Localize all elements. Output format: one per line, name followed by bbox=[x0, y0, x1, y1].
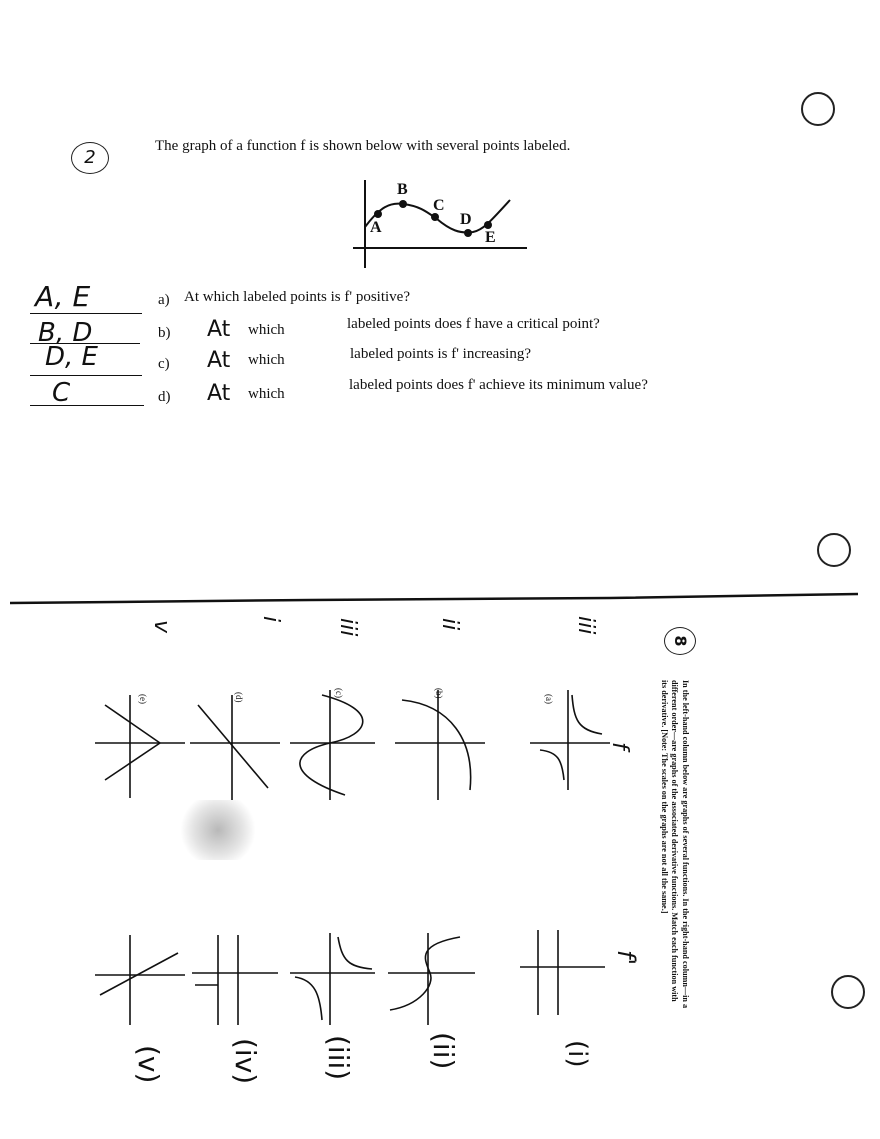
punch-hole-middle bbox=[817, 533, 851, 567]
derivative-graph-ii bbox=[388, 933, 475, 1025]
point-label-b: B bbox=[397, 181, 408, 198]
question-a-text: At which labeled points is f' positive? bbox=[184, 289, 410, 305]
derivative-label-iv: (iv) bbox=[229, 1038, 262, 1085]
problem-8-instructions: In the left-hand column below are graphs of several functions. In the right-hand column—in a different order—are graphs of the associated derivative functions. Match each function with its derivative. [Note: The scales on the graphs are not all the same.] bbox=[660, 680, 690, 1009]
function-label-c: (c) bbox=[334, 688, 344, 698]
function-label-d: (d) bbox=[234, 692, 244, 703]
question-d-handwritten: At bbox=[207, 381, 231, 406]
punch-hole-top bbox=[801, 92, 835, 126]
answer-c: D, E bbox=[45, 342, 98, 372]
point-label-e: E bbox=[485, 229, 496, 246]
function-graph-a bbox=[530, 690, 610, 790]
derivative-label-iii: (iii) bbox=[322, 1035, 355, 1081]
question-d-text: labeled points does f' achieve its minimum value? bbox=[349, 377, 648, 393]
answer-line-d bbox=[30, 405, 144, 406]
answer-line-c bbox=[30, 375, 142, 376]
derivative-label-i: (i) bbox=[562, 1040, 592, 1068]
function-label-a: (a) bbox=[544, 694, 554, 704]
match-answer-b: i bbox=[258, 616, 283, 623]
match-answer-d: ii bbox=[437, 618, 462, 631]
point-label-a: A bbox=[370, 219, 382, 236]
function-graph bbox=[345, 172, 535, 272]
derivative-graph-iii bbox=[290, 933, 375, 1025]
problem-number: 2 bbox=[84, 147, 96, 168]
derivative-label-v: (v) bbox=[132, 1045, 165, 1084]
section-divider bbox=[10, 590, 860, 610]
question-b-text: labeled points does f have a critical point? bbox=[347, 316, 600, 332]
problem-2-number-circled bbox=[71, 142, 109, 174]
question-a-label: a) bbox=[158, 292, 170, 308]
question-b-word: which bbox=[248, 322, 285, 338]
point-label-d: D bbox=[460, 211, 472, 228]
derivative-graph-v bbox=[95, 935, 185, 1025]
scan-smudge bbox=[178, 800, 258, 860]
function-column-mark: f bbox=[607, 742, 632, 750]
answer-d: C bbox=[52, 378, 71, 408]
match-answer-e: iii bbox=[573, 616, 598, 635]
problem-2-prompt: The graph of a function f is shown below with several points labeled. bbox=[155, 138, 571, 154]
point-label-c: C bbox=[433, 197, 445, 214]
derivative-graph-i bbox=[520, 930, 605, 1015]
derivative-label-ii: (ii) bbox=[427, 1032, 460, 1070]
function-graph-c bbox=[290, 690, 375, 800]
question-c-word: which bbox=[248, 352, 285, 368]
question-d-label: d) bbox=[158, 389, 171, 405]
match-answer-c: iii bbox=[335, 618, 360, 637]
derivative-graph-iv bbox=[192, 935, 278, 1025]
derivative-column-mark: f' bbox=[612, 950, 640, 966]
problem-8-number-circled bbox=[664, 627, 696, 655]
match-answer-a: v bbox=[149, 620, 174, 634]
answer-a: A, E bbox=[35, 280, 91, 313]
question-c-handwritten: At bbox=[207, 348, 231, 373]
answer-line-a bbox=[30, 313, 142, 314]
function-label-b: (b) bbox=[434, 688, 444, 699]
punch-hole-bottom bbox=[831, 975, 865, 1009]
function-graph-e bbox=[95, 695, 185, 798]
question-c-text: labeled points is f' increasing? bbox=[350, 346, 531, 362]
derivative-graphs-row bbox=[90, 925, 620, 1035]
function-graphs-row bbox=[90, 680, 620, 820]
function-label-e: (e) bbox=[138, 694, 148, 704]
question-d-word: which bbox=[248, 386, 285, 402]
question-b-handwritten: At bbox=[207, 317, 231, 342]
function-graph-b bbox=[395, 690, 485, 800]
problem-8-number: 8 bbox=[671, 635, 690, 647]
question-c-label: c) bbox=[158, 356, 170, 372]
function-graph-d bbox=[190, 695, 280, 800]
question-b-label: b) bbox=[158, 325, 171, 341]
answer-b: B, D bbox=[38, 318, 93, 348]
